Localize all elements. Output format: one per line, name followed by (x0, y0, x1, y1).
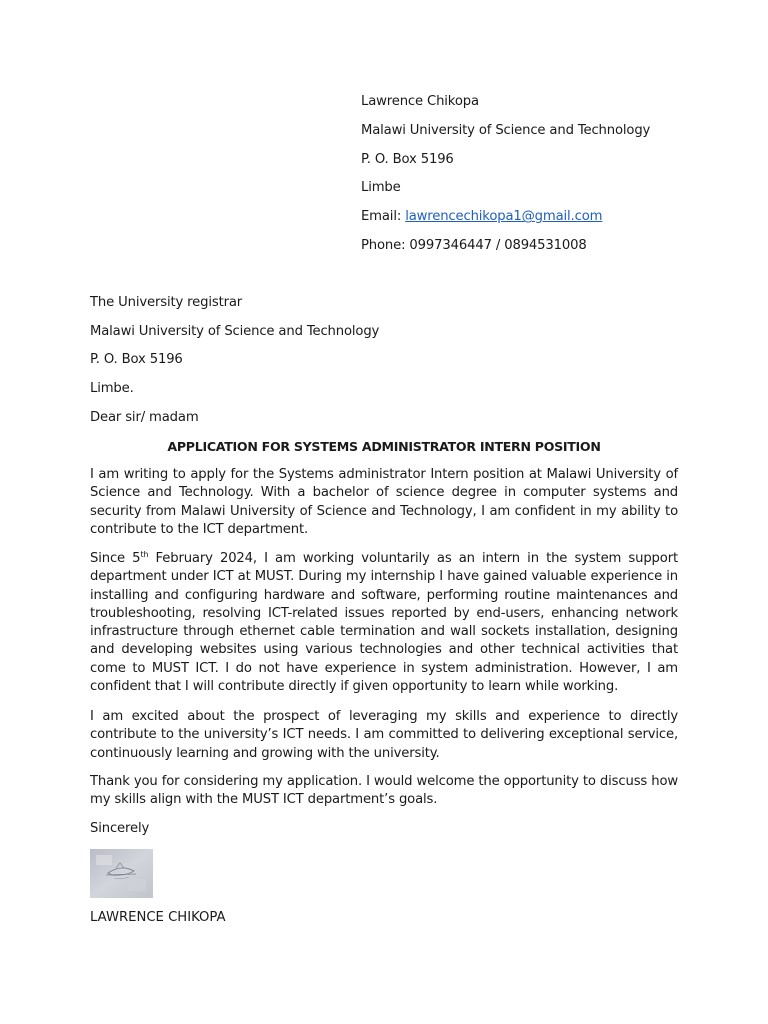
recipient-title: The University registrar (90, 295, 243, 310)
paragraph-experience-start: Since 5 (90, 551, 141, 566)
paragraph-motivation: I am excited about the prospect of leveraging my skills and experience to directly contribute to the university’s ICT needs. I am committed to delivering exceptional service, continuously learning and growing with the university. (90, 709, 678, 761)
recipient-po-box: P. O. Box 5196 (90, 352, 183, 368)
paragraph-experience (90, 550, 678, 696)
paragraph-thanks: Thank you for considering my application. I would welcome the opportunity to discuss how my skills align with the MUST ICT department’s goals. (90, 774, 678, 808)
email-label: Email: (361, 209, 406, 225)
sender-city: Limbe (361, 180, 401, 196)
signer-name: LAWRENCE CHIKOPA (90, 910, 226, 925)
sender-po-box: P. O. Box 5196 (361, 151, 454, 167)
recipient-address-block (90, 293, 678, 436)
paragraph-intro: I am writing to apply for the Systems administrator Intern position at Malawi University of Science and Technology. With a bachelor of science degree in computer systems and security from Malawi University of Science and Technology, I am confident in my ability to contribute to the ICT department. (90, 467, 678, 537)
sender-email-line (361, 207, 741, 236)
closing: Sincerely (90, 821, 150, 836)
recipient-city: Limbe. (90, 381, 134, 397)
recipient-institution: Malawi University of Science and Technology (90, 323, 380, 339)
subject-heading: APPLICATION FOR SYSTEMS ADMINISTRATOR INTERN POSITION (167, 439, 601, 454)
salutation: Dear sir/ madam (90, 409, 199, 425)
ordinal-suffix: th (140, 550, 149, 559)
paragraph-experience-rest: February 2024, I am working voluntarily as an intern in the system support department under ICT at MUST. During my internship I have gained valuable experience in installing and configuring hardware and software, performing routine maintenances and troubleshooting, resolving ICT-related issues reported by end-users, enhancing network infrastructure through ethernet cable termination and wall sockets installation, designing and developing websites using various technologies and other technical activities that come to MUST ICT. I do not have experience in system administration. However, I am confident that I will contribute directly if given opportunity to learn while working. (90, 551, 678, 695)
signature-image (90, 849, 153, 898)
sender-phone: Phone: 0997346447 / 0894531008 (361, 237, 587, 253)
sender-address-block (361, 92, 741, 265)
sender-institution: Malawi University of Science and Technology (361, 122, 651, 138)
sender-name: Lawrence Chikopa (361, 94, 479, 109)
email-link[interactable]: lawrencechikopa1@gmail.com (405, 209, 603, 225)
